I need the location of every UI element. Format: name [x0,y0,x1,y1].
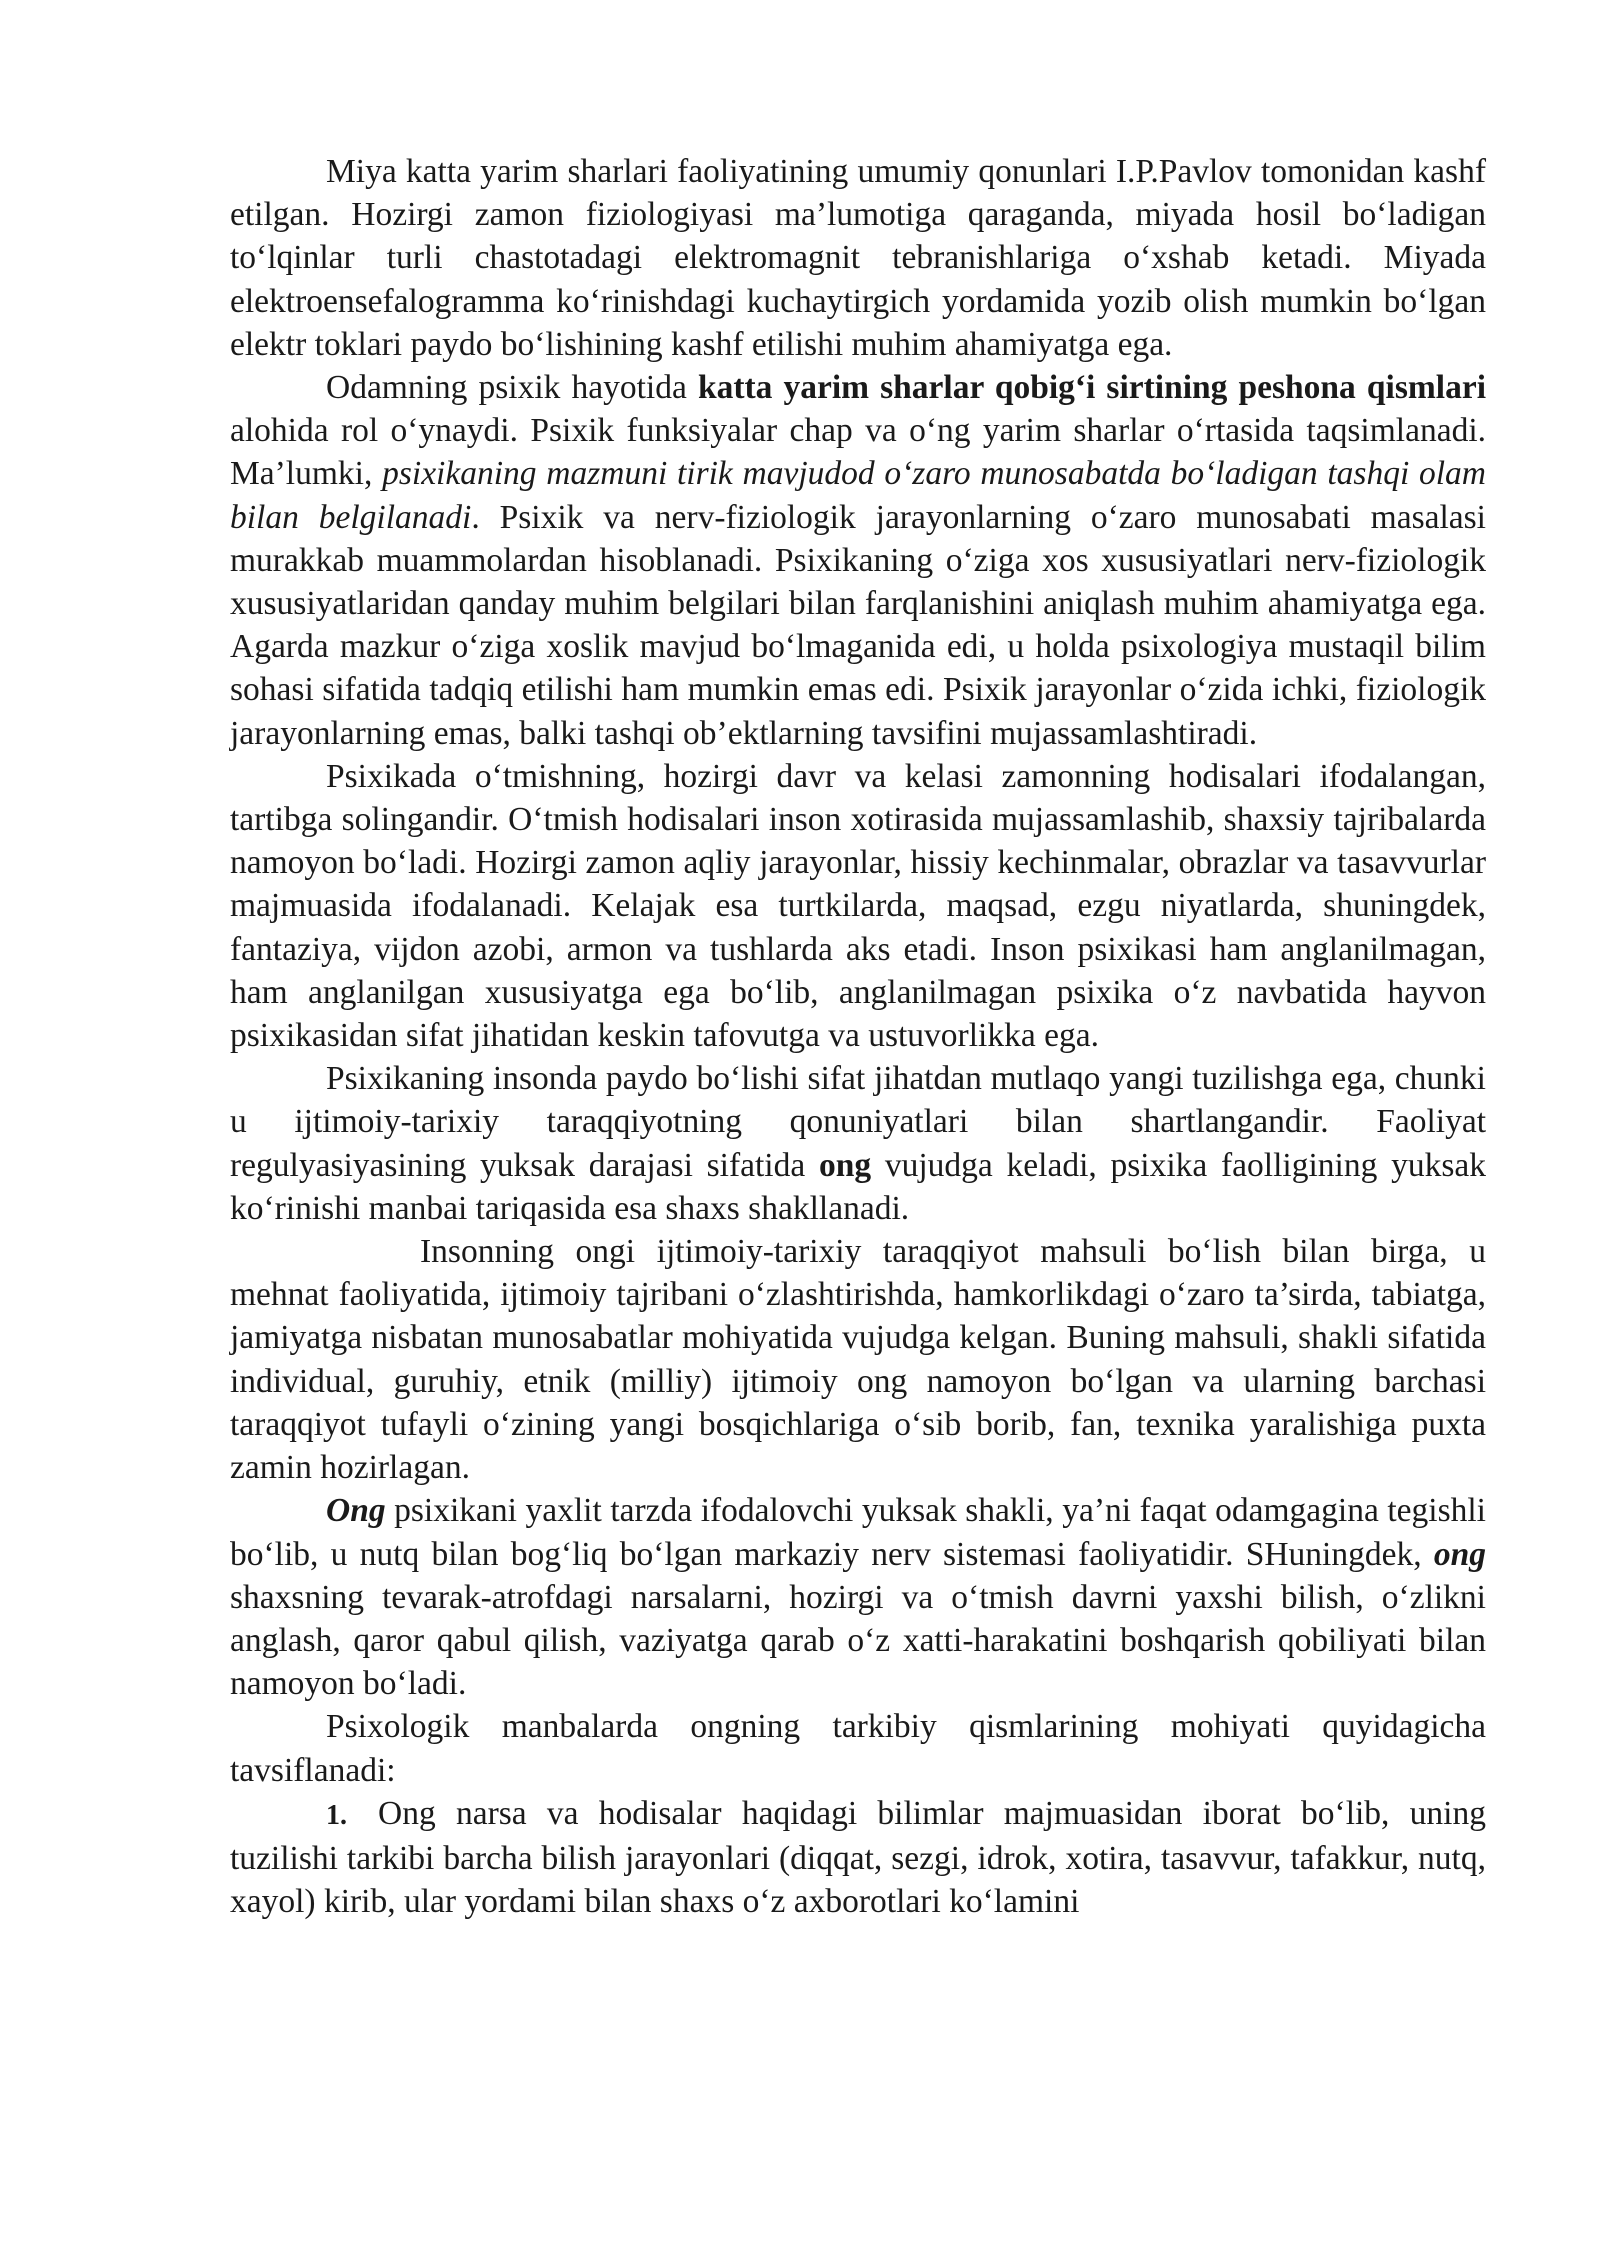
bold-italic-term: ong [1433,1535,1486,1573]
bold-term: katta yarim sharlar qobig‘i sirtining peshona qismlari [697,369,1487,407]
paragraph-text: vujudga keladi, psixika faolligining yuksak ko‘rinishi manbai tariqasida esa shaxs shakllanadi. [230,1146,1486,1227]
list-item-1 [230,1792,1486,1924]
paragraph-insonda-paydo [230,1057,1486,1230]
paragraph-insonning-ongi [230,1230,1486,1489]
list-number: 1. [326,1799,347,1831]
paragraph-text: alohida rol o‘ynaydi. Psixik funksiyalar chap va o‘ng yarim sharlar o‘rtasida taqsimlanadi. Ma’lumki, [230,412,1486,493]
paragraph-ong-definition [230,1489,1486,1705]
paragraph-text: Psixikada o‘tmishning, hozirgi davr va kelasi zamonning hodisalari ifodalangan, tartibga solingandir. O‘tmish hodisalari inson xotirasida mujassamlashib, shaxsiy tajribalarda namoyon bo‘ladi. Hozirgi zamon aqliy jarayonlar, hissiy kechinmalar, obrazlar va tasavvurlar majmuasida ifodalanadi. Kelajak esa turtkilarda, maqsad, ezgu niyatlarda, shuningdek, fantaziya, vijdon azobi, armon va tushlarda aks etadi. Inson psixikasi ham anglanilmagan, ham anglanilgan xususiyatga ega bo‘lib, anglanilmagan psixika o‘z navbatida hayvon psixikasidan sifat jihatidan keskin tafovutga va ustuvorlikka ega. [230,757,1486,1055]
italic-definition: psixikaning mazmuni tirik mavjudod o‘zaro munosabatda bo‘ladigan tashqi olam bilan belgilanadi [230,455,1486,536]
paragraph-psixik-hayot [230,366,1486,755]
paragraph-text: shaxsning tevarak-atrofdagi narsalarni, hozirgi va o‘tmish davrni yaxshi bilish, o‘zlikni anglash, qaror qabul qilish, vaziyatga qarab o‘z xatti-harakatini boshqarish qobiliyati bilan namoyon bo‘ladi. [230,1578,1486,1703]
paragraph-text: . Psixik va nerv-fiziologik jarayonlarning o‘zaro munosabati masalasi murakkab muammolardan hisoblanadi. Psixikaning o‘ziga xos xususiyatlari nerv-fiziologik xususiyatlaridan qanday muhim belgilari bilan farqlanishini aniqlash muhim ahamiyatga ega. Agarda mazkur o‘ziga xoslik mavjud bo‘lmaganida edi, u holda psixologiya mustaqil bilim sohasi sifatida tadqiq etilishi ham mumkin emas edi. Psixik jarayonlar o‘zida ichki, fiziologik jarayonlarning emas, balki tashqi ob’ektlarning tavsifini mujassamlashtiradi. [230,498,1486,752]
paragraph-text: Psixologik manbalarda ongning tarkibiy qismlarining mohiyati quyidagicha tavsiflanadi: [230,1708,1486,1789]
paragraph-text: Miya katta yarim sharlari faoliyatining umumiy qonunlari I.P.Pavlov tomonidan kashf etilgan. Hozirgi zamon fiziologiyasi ma’lumotiga qaraganda, miyada hosil bo‘ladigan to‘lqinlar turli chastotadagi elektromagnit tebranishlariga o‘xshab ketadi. Miyada elektroensefalogramma ko‘rinishdagi kuchaytirgich yordamida yozib olish mumkin bo‘lgan elektr toklari paydo bo‘lishining kashf etilishi muhim ahamiyatga ega. [230,153,1486,363]
bold-italic-term: Ong [326,1492,386,1530]
bold-term: ong [818,1146,872,1184]
paragraph-otmish [230,755,1486,1057]
paragraph-text: Insonning ongi ijtimoiy-tarixiy taraqqiyot mahsuli bo‘lish bilan birga, u mehnat faoliyatida, ijtimoiy tajribani o‘zlashtirishda, hamkorlikdagi o‘zaro ta’sirda, tabiatga, jamiyatga nisbatan munosabatlar mohiyatida vujudga kelgan. Buning mahsuli, shakli sifatida individual, guruhiy, etnik (milliy) ijtimoiy ong namoyon bo‘lgan va ularning barchasi taraqqiyot tufayli o‘zining yangi bosqichlariga o‘sib borib, fan, texnika yaralishiga puxta zamin hozirlagan. [230,1233,1486,1487]
list-item-text: Ong narsa va hodisalar haqidagi bilimlar majmuasidan iborat bo‘lib, uning tuzilishi tarkibi barcha bilish jarayonlari (diqqat, sezgi, idrok, xotira, tasavvur, tafakkur, nutq, xayol) kirib, ular yordami bilan shaxs o‘z axborotlari ko‘lamini [230,1794,1486,1921]
document-page [230,150,1486,1923]
paragraph-pavlov [230,150,1486,366]
paragraph-manbalar [230,1705,1486,1791]
paragraph-text: psixikani yaxlit tarzda ifodalovchi yuksak shakli, ya’ni faqat odamgagina tegishli bo‘lib, u nutq bilan bog‘liq bo‘lgan markaziy nerv sistemasi faoliyatidir. SHuningdek, [230,1492,1486,1573]
paragraph-text: Odamning psixik hayotida [326,369,698,407]
paragraph-text: Psixikaning insonda paydo bo‘lishi sifat jihatdan mutlaqo yangi tuzilishga ega, chunki u ijtimoiy-tarixiy taraqqiyotning qonuniyatlari bilan shartlangandir. Faoliyat regulyasiyasining yuksak darajasi sifatida [230,1060,1486,1184]
